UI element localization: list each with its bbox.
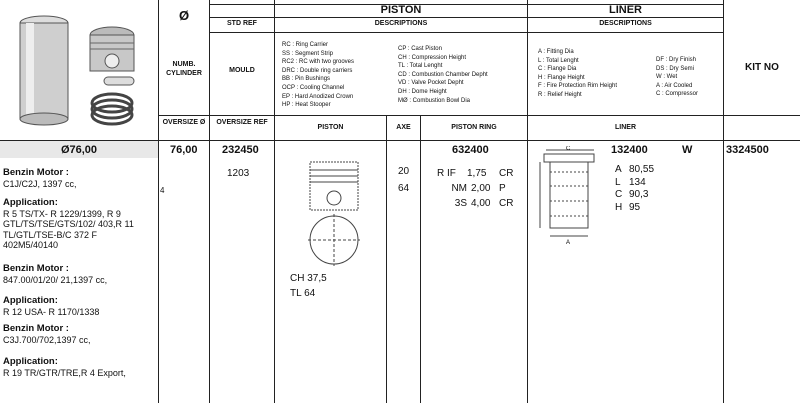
liner-column-header: LINER — [615, 124, 636, 131]
application-title: Benzin Motor : — [3, 323, 69, 334]
axe-value-1: 20 — [398, 166, 410, 177]
legend-item: SS : Segment Strip — [282, 50, 334, 57]
piston-column-header: PISTON — [317, 124, 344, 131]
liner-ref: 132400 — [611, 144, 648, 156]
legend-item: MØ : Combustion Bowl Dia — [398, 97, 471, 104]
liner-descriptions-header: DESCRIPTIONS — [599, 20, 652, 27]
grid-line — [386, 115, 387, 403]
piston-ring-column-header: PISTON RING — [451, 124, 497, 131]
axe-column-header: AXE — [396, 124, 411, 131]
piston-legend-left — [282, 41, 354, 110]
liner-type: W — [682, 144, 693, 156]
liner-dim-row: A 80,55 — [615, 164, 655, 175]
application-block — [3, 296, 153, 317]
ring-row: R IF 1,75 CR — [437, 168, 514, 179]
cylinders-value: 4 — [160, 186, 165, 195]
legend-item: CP : Cast Piston — [398, 46, 442, 52]
legend-item: R : Relief Height — [538, 91, 582, 98]
application-block — [3, 357, 153, 378]
svg-text:A: A — [566, 240, 571, 246]
application-body: C1J/C2J, 1397 cc, — [3, 178, 77, 189]
application-body: R 5 TS/TX- R 1229/1399, R 9 GTL/TS/TSE/GTS/102/ 403,R 11 TL/GTL/TSE-B/C 372 F 402M5/40140 — [3, 208, 134, 250]
legend-item: EP : Hard Anodized Crown — [282, 93, 354, 100]
grid-line — [209, 32, 723, 33]
kit-no-value: 3324500 — [726, 144, 769, 156]
liner-drawing — [538, 146, 600, 246]
liner-dim-row: H 95 — [615, 201, 641, 213]
piston-legend-right — [398, 45, 488, 105]
svg-text:C: C — [566, 146, 571, 152]
liner-legend-left — [538, 48, 617, 100]
legend-item: W : Wet — [656, 74, 678, 81]
application-body: R 12 USA- R 1170/1338 — [3, 306, 100, 317]
application-title: Benzin Motor : — [3, 167, 69, 178]
legend-item: HP : Heat Stooper — [282, 102, 331, 109]
std-ref-header: STD REF — [227, 20, 257, 27]
axe-value-2: 64 — [398, 183, 410, 194]
ring-row: 3S 4,00 CR — [454, 198, 514, 209]
legend-item: H : Flange Height — [538, 74, 585, 81]
legend-item: VD : Valve Pocket Depht — [398, 80, 464, 87]
application-body: C3J.700/702,1397 cc, — [3, 334, 91, 345]
piston-descriptions-header: DESCRIPTIONS — [374, 20, 428, 27]
legend-item: DH : Dome Height — [398, 88, 447, 95]
legend-item: CH : Compression Height — [398, 54, 467, 61]
kit-no-header: KIT NO — [745, 62, 779, 73]
application-title: Application: — [3, 295, 58, 306]
legend-item: RC : Ring Carrier — [282, 42, 329, 48]
legend-item: OCP : Cooling Channel — [282, 84, 345, 91]
piston-ring-ref: 632400 — [452, 144, 489, 156]
grid-line — [274, 0, 275, 403]
liner-dim-row: C 90,3 — [615, 189, 649, 200]
ch-value: CH 37,5 — [290, 273, 327, 284]
std-ref-value: 232450 — [222, 144, 259, 156]
legend-item: L : Total Lenght — [538, 57, 579, 64]
oversize-ref-header: OVERSIZE REF — [216, 119, 268, 126]
application-title: Application: — [3, 197, 58, 208]
grid-line — [209, 17, 723, 18]
legend-item: C : Flange Dia — [538, 66, 577, 73]
legend-item: TL : Total Lenght — [398, 63, 443, 70]
legend-item: C : Compressor — [656, 91, 699, 98]
application-body: 847.00/01/20/ 21,1397 cc, — [3, 274, 108, 285]
legend-item: CD : Combustion Chamber Depht — [398, 71, 488, 78]
liner-dim-row: L 134 — [615, 176, 646, 188]
tl-value: TL 64 — [290, 288, 316, 299]
oversize-value: 76,00 — [170, 144, 198, 156]
grid-line — [420, 115, 421, 403]
rings-list — [437, 166, 513, 211]
legend-item: DRC : Double ring carriers — [282, 67, 353, 74]
legend-item: A : Fitting Dia — [538, 49, 574, 55]
product-illustration — [4, 5, 154, 135]
liner-dims — [615, 164, 654, 214]
application-block — [3, 168, 153, 189]
oversize-o-header: OVERSIZE Ø — [162, 119, 206, 126]
grid-line — [723, 0, 724, 403]
mould-header: MOULD — [229, 67, 255, 74]
piston-header: PISTON — [380, 4, 422, 16]
liner-header: LINER — [609, 4, 642, 16]
diameter-value: Ø76,00 — [60, 144, 98, 156]
application-block — [3, 324, 153, 345]
diameter-header: Ø — [178, 8, 190, 23]
liner-legend-right — [656, 56, 698, 99]
legend-item: BB : Pin Bushings — [282, 76, 331, 83]
grid-line — [158, 115, 800, 116]
legend-item: DS : Dry Semi — [656, 65, 695, 72]
piston-drawing — [300, 160, 370, 270]
legend-item: DF : Dry Finish — [656, 57, 697, 63]
application-title: Benzin Motor : — [3, 263, 69, 274]
application-body: R 19 TR/GTR/TRE,R 4 Export, — [3, 367, 126, 378]
grid-line — [527, 0, 528, 403]
legend-item: A : Air Cooled — [656, 82, 693, 89]
application-title: Application: — [3, 356, 58, 367]
legend-item: RC2 : RC with two grooves — [282, 59, 355, 66]
grid-line — [209, 0, 210, 403]
application-block — [3, 198, 153, 251]
ring-row: NM 2,00 P — [451, 183, 506, 194]
application-block — [3, 264, 153, 285]
mould-value: 1203 — [227, 168, 250, 179]
legend-item: F : Fire Protection Rim Height — [538, 83, 618, 90]
numb-cylinder-header: NUMB. CYLINDER — [166, 61, 202, 77]
